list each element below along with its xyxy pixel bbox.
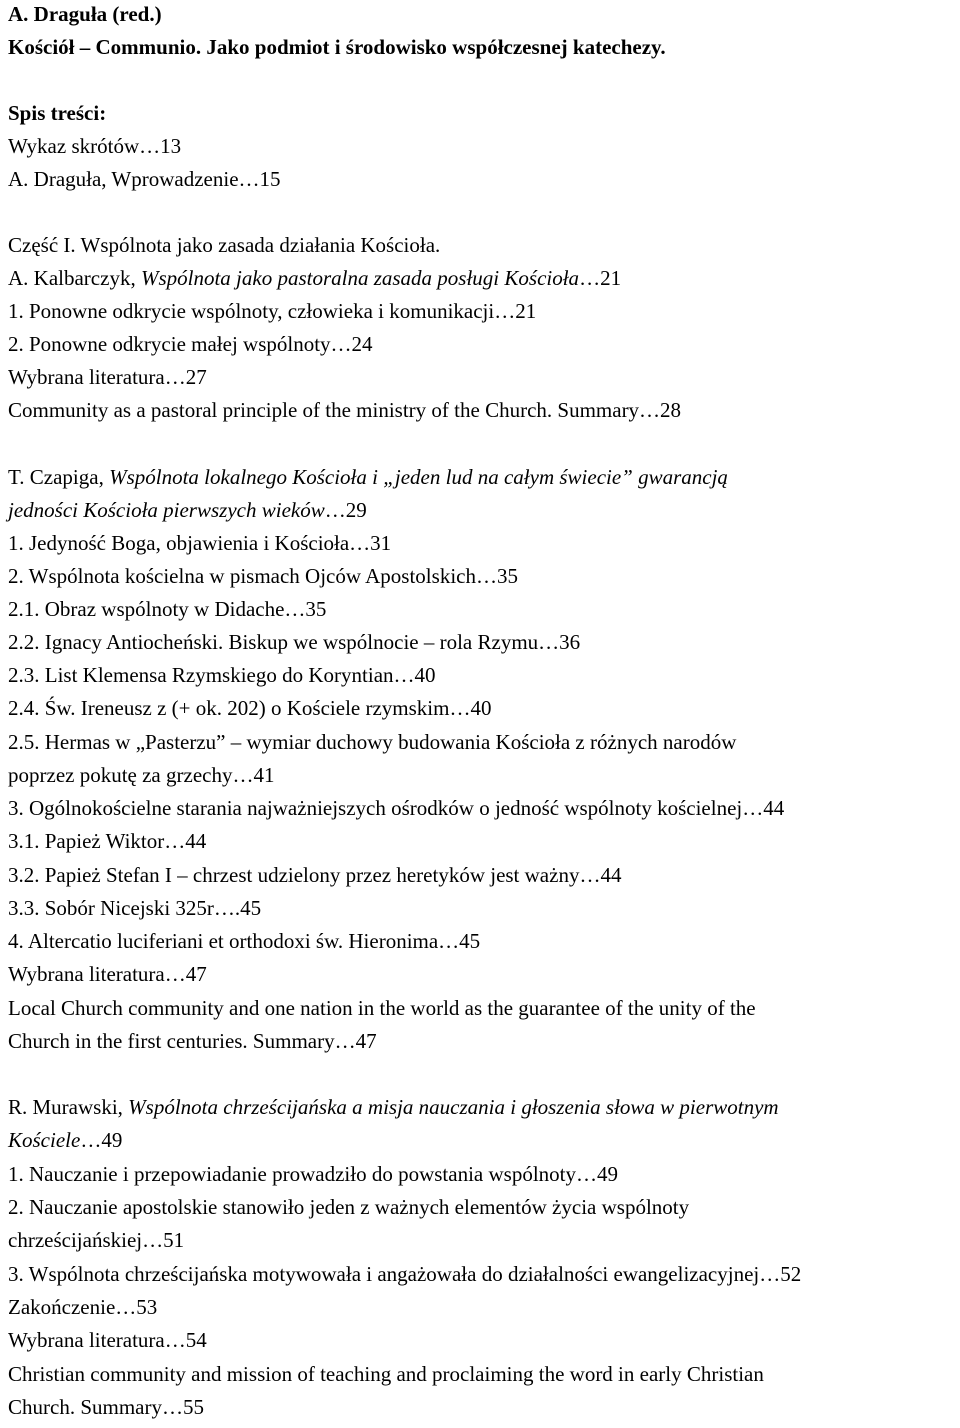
article-title: Wspólnota jako pastoralna zasada posługi Kościoła — [140, 266, 580, 290]
article-page: …49 — [80, 1128, 123, 1152]
article-author: A. Kalbarczyk, — [8, 266, 141, 290]
toc-entry: Church. Summary…55 — [8, 1395, 204, 1419]
toc-entry: A. Draguła, Wprowadzenie…15 — [8, 167, 281, 191]
toc-entry: Christian community and mission of teaching and proclaiming the word in early Christian — [8, 1362, 764, 1386]
toc-entry: 2. Nauczanie apostolskie stanowiło jeden z ważnych elementów życia wspólnoty — [8, 1195, 690, 1219]
article-title: Wspólnota lokalnego Kościoła i „jeden lud na całym świecie” gwarancją — [109, 465, 728, 489]
toc-entry: Wykaz skrótów…13 — [8, 134, 182, 158]
toc-entry: 2.4. Św. Ireneusz z (+ ok. 202) o Kościele rzymskim…40 — [8, 696, 492, 720]
article-entry-cont — [8, 1127, 122, 1153]
toc-entry: 2.2. Ignacy Antiocheński. Biskup we wspólnocie – rola Rzymu…36 — [8, 630, 581, 654]
toc-entry: 1. Ponowne odkrycie wspólnoty, człowieka i komunikacji…21 — [8, 299, 537, 323]
toc-entry: 4. Altercatio luciferiani et orthodoxi św. Hieronima…45 — [8, 929, 481, 953]
toc-entry: 2.5. Hermas w „Pasterzu” – wymiar duchowy budowania Kościoła z różnych narodów — [8, 730, 737, 754]
toc-entry: Wybrana literatura…47 — [8, 962, 207, 986]
article-entry — [8, 1094, 779, 1120]
toc-entry: Wybrana literatura…27 — [8, 365, 207, 389]
article-title: Wspólnota chrześcijańska a misja nauczania i głoszenia słowa w pierwotnym — [128, 1095, 779, 1119]
article-entry-cont — [8, 497, 367, 523]
toc-entry: poprzez pokutę za grzechy…41 — [8, 763, 275, 787]
toc-entry: 1. Jedyność Boga, objawienia i Kościoła…31 — [8, 531, 392, 555]
article-entry — [8, 265, 621, 291]
toc-entry: Zakończenie…53 — [8, 1295, 158, 1319]
article-author: R. Murawski, — [8, 1095, 129, 1119]
article-page: …21 — [579, 266, 622, 290]
article-title: jedności Kościoła pierwszych wieków — [8, 498, 325, 522]
toc-entry: Wybrana literatura…54 — [8, 1328, 207, 1352]
toc-entry: Local Church community and one nation in the world as the guarantee of the unity of the — [8, 996, 756, 1020]
article-entry — [8, 464, 728, 490]
article-title: Kościele — [8, 1128, 81, 1152]
toc-heading: Spis treści: — [8, 101, 107, 125]
toc-entry: Church in the first centuries. Summary…47 — [8, 1029, 377, 1053]
toc-entry: Community as a pastoral principle of the ministry of the Church. Summary…28 — [8, 398, 682, 422]
toc-entry: 3.3. Sobór Nicejski 325r….45 — [8, 896, 262, 920]
toc-entry: 1. Nauczanie i przepowiadanie prowadziło do powstania wspólnoty…49 — [8, 1162, 618, 1186]
article-page: …29 — [324, 498, 367, 522]
toc-entry: chrześcijańskiej…51 — [8, 1228, 185, 1252]
part-title: Część I. Wspólnota jako zasada działania Kościoła. — [8, 233, 441, 257]
article-author: T. Czapiga, — [8, 465, 110, 489]
toc-entry: 2.1. Obraz wspólnoty w Didache…35 — [8, 597, 327, 621]
toc-entry: 3. Ogólnokościelne starania najważniejszych ośrodków o jedność wspólnoty kościelnej…44 — [8, 796, 785, 820]
book-title: Kościół – Communio. Jako podmiot i środowisko współczesnej katechezy. — [8, 35, 666, 59]
toc-entry: 3.1. Papież Wiktor…44 — [8, 829, 207, 853]
toc-entry: 2. Wspólnota kościelna w pismach Ojców Apostolskich…35 — [8, 564, 518, 588]
book-editor: A. Draguła (red.) — [8, 2, 162, 26]
toc-entry: 2. Ponowne odkrycie małej wspólnoty…24 — [8, 332, 373, 356]
toc-entry: 3. Wspólnota chrześcijańska motywowała i angażowała do działalności ewangelizacyjnej…52 — [8, 1262, 802, 1286]
toc-entry: 2.3. List Klemensa Rzymskiego do Koryntian…40 — [8, 663, 436, 687]
toc-entry: 3.2. Papież Stefan I – chrzest udzielony przez heretyków jest ważny…44 — [8, 863, 622, 887]
